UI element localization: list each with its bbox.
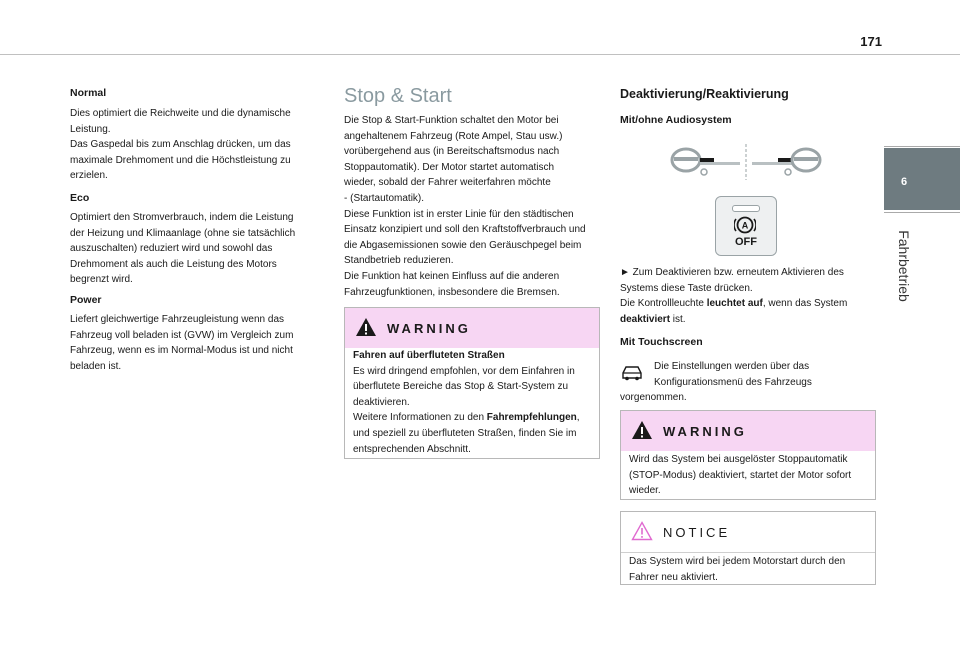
eco-heading: Eco: [70, 192, 90, 204]
touchscreen-subtitle: Mit Touchscreen: [620, 336, 703, 348]
svg-text:A: A: [741, 220, 749, 231]
normal-heading: Normal: [70, 87, 107, 99]
page-number: 171: [860, 34, 882, 49]
deactivation-title: Deaktivierung/Reaktivierung: [620, 87, 789, 101]
chapter-number: 6: [900, 176, 908, 188]
notice-body: Das System wird bei jedem Motorstart durch den Fahrer neu aktiviert.: [629, 556, 846, 583]
notice-header: [621, 512, 875, 553]
steering-wheel-left-icon: [672, 149, 740, 175]
steering-wheel-right-icon: [752, 149, 820, 175]
warning-triangle-icon: [355, 317, 377, 337]
deactivation-instructions: ► Zum Deaktivieren bzw. erneutem Aktivieren des Systems diese Taste drücken. Die Kontrollleuchte leuchtet auf, wenn das System deaktiviert ist.: [620, 267, 848, 325]
side-divider-bottom: [884, 212, 960, 213]
warning-header: [621, 411, 875, 451]
warning-box-flooded: [344, 307, 600, 459]
indicator-light: [732, 205, 760, 212]
notice-box: [620, 511, 876, 585]
warning-box-stop-mode: [620, 410, 876, 500]
auto-stop-icon: [734, 215, 756, 235]
warning-header: [345, 308, 599, 348]
stop-start-text: Die Stop & Start-Funktion schaltet den Motor bei angehaltenem Fahrzeug (Rote Ampel, Stau usw.) vorübergehend aus (in Bereitschaftsmodus nach Stoppautomatik). Der Motor startet automatisch wieder, sobald der Fahrer weiterfahren möchte - (Startautomatik). Diese Funktion ist in erster Linie für den städtischen Einsatz konzipiert und soll den Kraftstoffverbrauch und die Abgasemissionen sowie den Geräuschpegel beim Standbetrieb reduzieren. Die Funktion hat keinen Einfluss auf die anderen Fahrzeugfunktionen, insbesondere die Bremsen.: [344, 115, 586, 298]
warning-title: WARNING: [387, 321, 471, 336]
warning-triangle-icon: [631, 420, 653, 440]
notice-title: NOTICE: [663, 525, 731, 540]
eco-text: Optimiert den Stromverbrauch, indem die Leistung der Heizung und Klimaanlage (ohne sie tatsächlich auszuschalten) reduziert wird und sowohl das Drehmoment als auch die Leistung des Motors begrenzt wird.: [70, 212, 296, 286]
top-divider: [0, 54, 960, 55]
normal-text: Dies optimiert die Reichweite und die dynamische Leistung. Das Gaspedal bis zum Anschlag drücken, um das maximale Drehmoment und die Höchstleistung zu erzielen.: [70, 108, 291, 182]
side-divider-top: [884, 146, 960, 147]
power-text: Liefert gleichwertige Fahrzeugleistung wenn das Fahrzeug voll beladen ist (GVW) im Vergleich zum Fahrzeug, wenn es im Normal-Modus ist und nicht beladen ist.: [70, 314, 294, 372]
stop-start-title: Stop & Start: [344, 85, 452, 107]
audio-subtitle: Mit/ohne Audiosystem: [620, 114, 732, 126]
stop-start-off-button[interactable]: [715, 196, 777, 256]
notice-triangle-icon: [631, 521, 653, 541]
warning-body: Fahren auf überfluteten Straßen Es wird dringend empfohlen, vor dem Einfahren in überflutete Bereiche das Stop & Start-System zu deaktivieren. Weitere Informationen zu den Fahrempfehlungen, und speziell zu überfluteten Straßen, finden Sie im entsprechenden Abschnitt.: [353, 350, 580, 455]
chapter-tab[interactable]: [884, 148, 960, 210]
touchscreen-text-tail: vorgenommen.: [620, 392, 687, 403]
chapter-label: Fahrbetrieb: [896, 230, 912, 302]
touchscreen-text: Die Einstellungen werden über das Konfigurationsmenü des Fahrzeugs: [654, 361, 812, 388]
warning-title: WARNING: [663, 424, 747, 439]
vehicle-settings-icon: [620, 364, 644, 382]
steering-wheel-diagram: [666, 142, 826, 182]
warning-body: Wird das System bei ausgelöster Stoppautomatik (STOP-Modus) deaktiviert, startet der Motor sofort wieder.: [629, 454, 852, 497]
off-label: OFF: [735, 236, 757, 248]
power-heading: Power: [70, 294, 102, 306]
